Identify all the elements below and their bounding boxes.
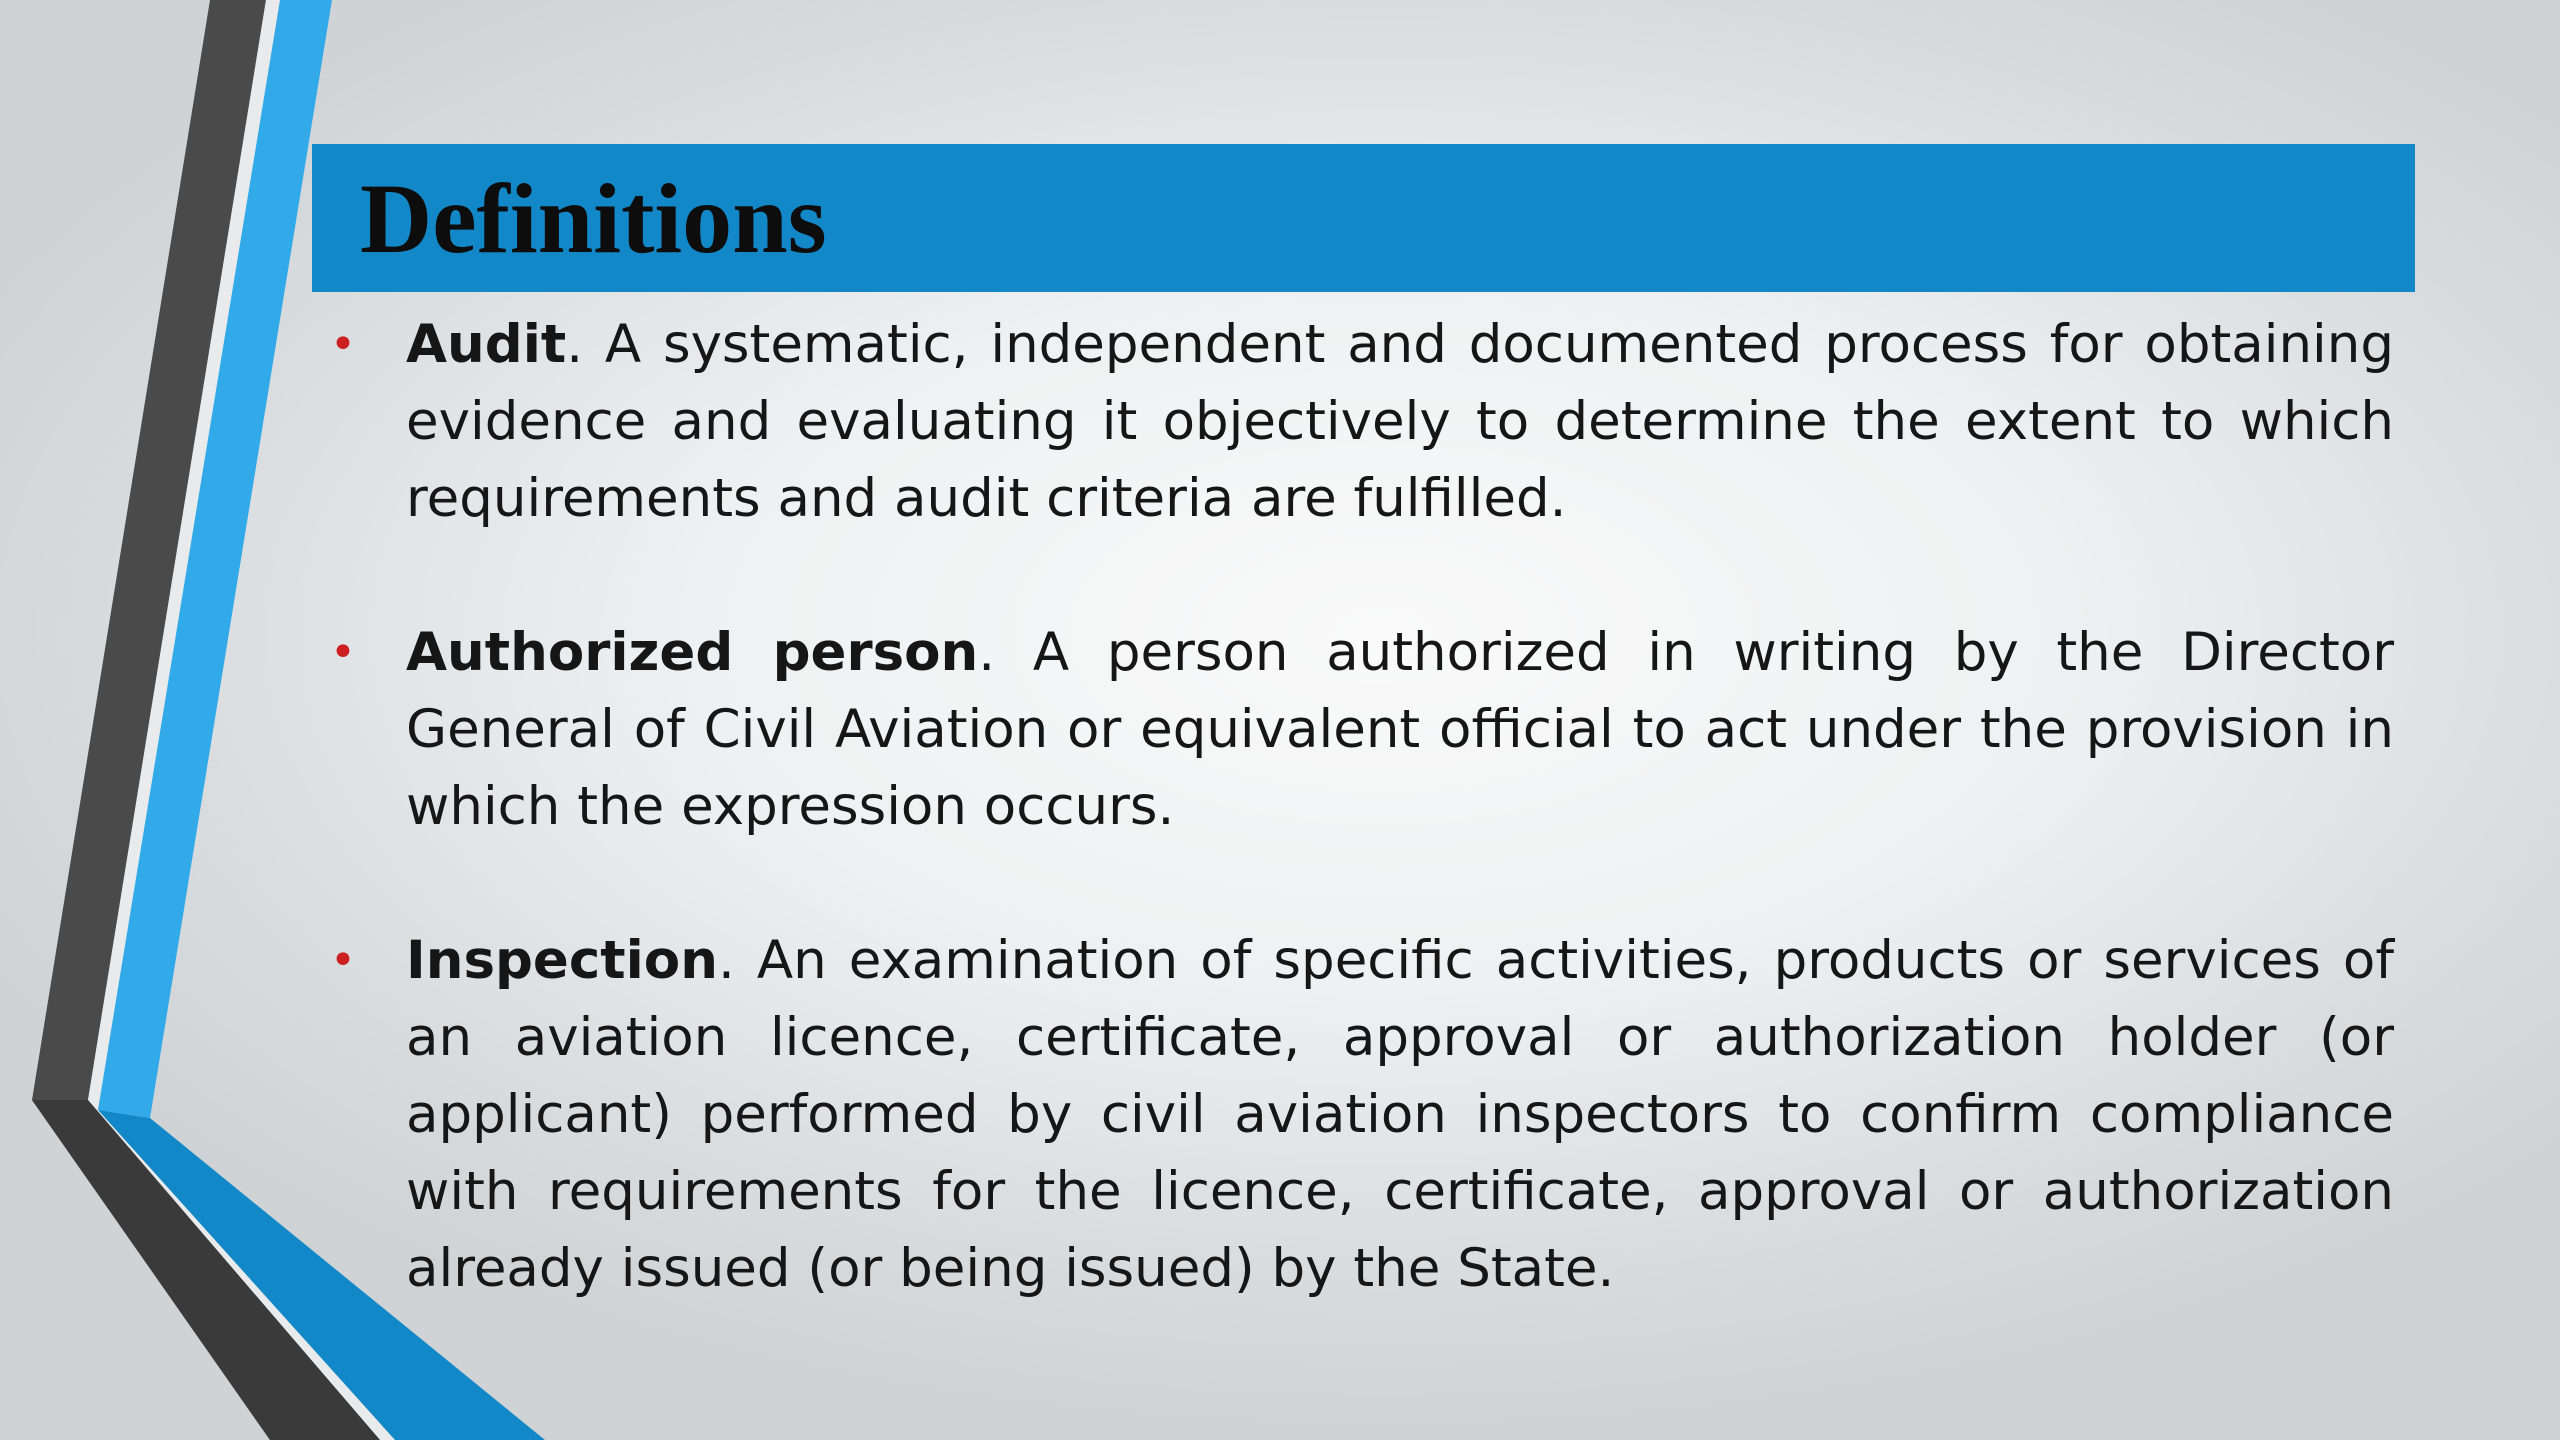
slide-title: Definitions	[360, 163, 827, 274]
definitions-list	[330, 306, 2394, 1384]
definition-item-audit	[330, 306, 2394, 537]
definition-term: Inspection	[406, 930, 718, 991]
definition-text: . A person authorized in writing by the Director General of Civil Aviation or equivalent official to act under the provision in which the expression occurs.	[406, 622, 2394, 837]
definition-term: Authorized person	[406, 622, 979, 683]
bullet-icon: •	[330, 319, 356, 370]
definition-text: . A systematic, independent and documented process for obtaining evidence and evaluating it objectively to determine the extent to which requirements and audit criteria are fulfilled.	[406, 314, 2394, 529]
bullet-icon: •	[330, 935, 356, 986]
definition-item-inspection	[330, 922, 2394, 1307]
definition-term: Audit	[406, 314, 567, 375]
definition-item-authorized-person	[330, 614, 2394, 845]
title-bar	[312, 144, 2415, 292]
bullet-icon: •	[330, 627, 356, 678]
definition-text: . An examination of specific activities, products or services of an aviation licence, certificate, approval or authorization holder (or applicant) performed by civil aviation inspectors to confirm compliance with requirements for the licence, certificate, approval or authorization already issued (or being issued) by the State.	[406, 930, 2394, 1299]
